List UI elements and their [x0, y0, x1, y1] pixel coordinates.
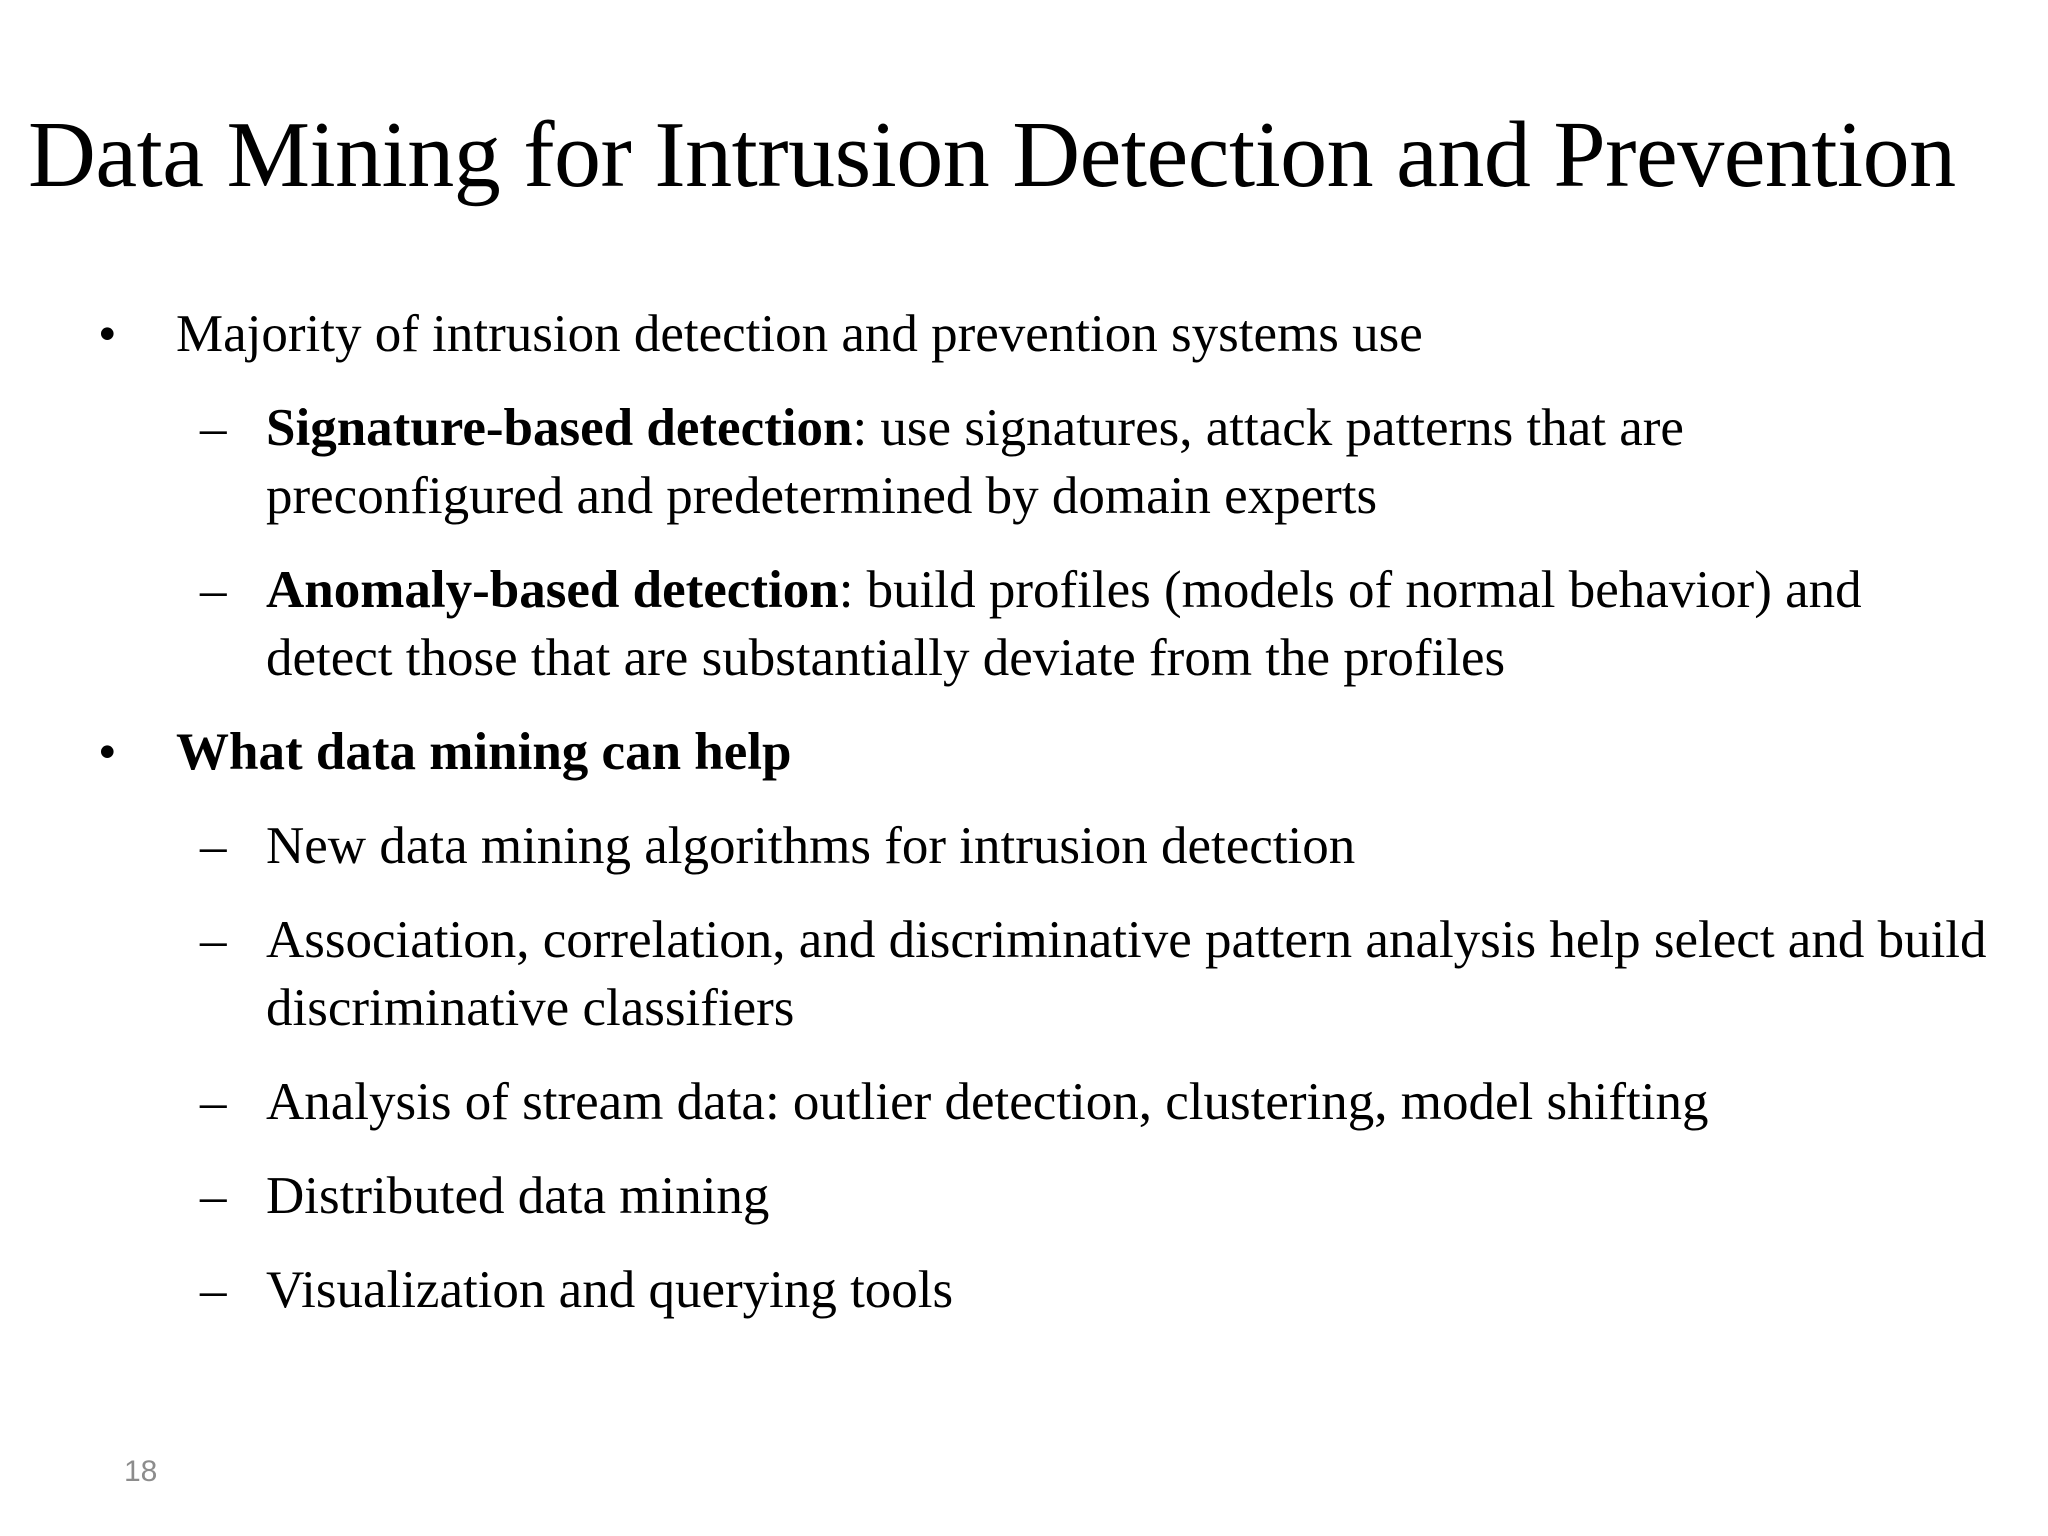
- sub-bullet-item: [0, 1162, 2048, 1230]
- bullet-bold-term: What data mining can help: [176, 723, 792, 781]
- bullet-bold-term: Signature-based detection: [266, 399, 853, 457]
- bullet-text: New data mining algorithms for intrusion detection: [266, 817, 1356, 875]
- dash-marker: –: [200, 1073, 227, 1131]
- sub-bullet-item: [0, 906, 2048, 1042]
- bullet-text: Association, correlation, and discriminative pattern analysis help select and build discriminative classifiers: [266, 911, 1987, 1037]
- bullet-item: [0, 300, 2048, 368]
- bullet-text: Majority of intrusion detection and prevention systems use: [176, 305, 1423, 363]
- sub-bullet-item: [0, 1068, 2048, 1136]
- dash-marker: –: [200, 561, 227, 619]
- bullet-marker: •: [98, 305, 117, 363]
- bullet-item: [0, 718, 2048, 786]
- dash-marker: –: [200, 399, 227, 457]
- bullet-text: : use signatures, attack patterns that are preconfigured and predetermined by domain experts: [266, 399, 1684, 525]
- bullet-text: Visualization and querying tools: [266, 1261, 954, 1319]
- dash-marker: –: [200, 817, 227, 875]
- sub-bullet-item: [0, 394, 2048, 530]
- sub-bullet-item: [0, 1256, 2048, 1324]
- bullet-text: : build profiles (models of normal behavior) and detect those that are substantially deviate from the profiles: [266, 561, 1862, 687]
- bullet-bold-term: Anomaly-based detection: [266, 561, 839, 619]
- slide-body: [0, 300, 2048, 1350]
- bullet-marker: •: [98, 723, 117, 781]
- page-number: 18: [124, 1455, 158, 1488]
- dash-marker: –: [200, 911, 227, 969]
- slide-title: Data Mining for Intrusion Detection and Prevention: [28, 103, 1956, 207]
- dash-marker: –: [200, 1261, 227, 1319]
- sub-bullet-item: [0, 812, 2048, 880]
- bullet-text: Analysis of stream data: outlier detection, clustering, model shifting: [266, 1073, 1709, 1131]
- sub-bullet-item: [0, 556, 2048, 692]
- bullet-text: Distributed data mining: [266, 1167, 770, 1225]
- dash-marker: –: [200, 1167, 227, 1225]
